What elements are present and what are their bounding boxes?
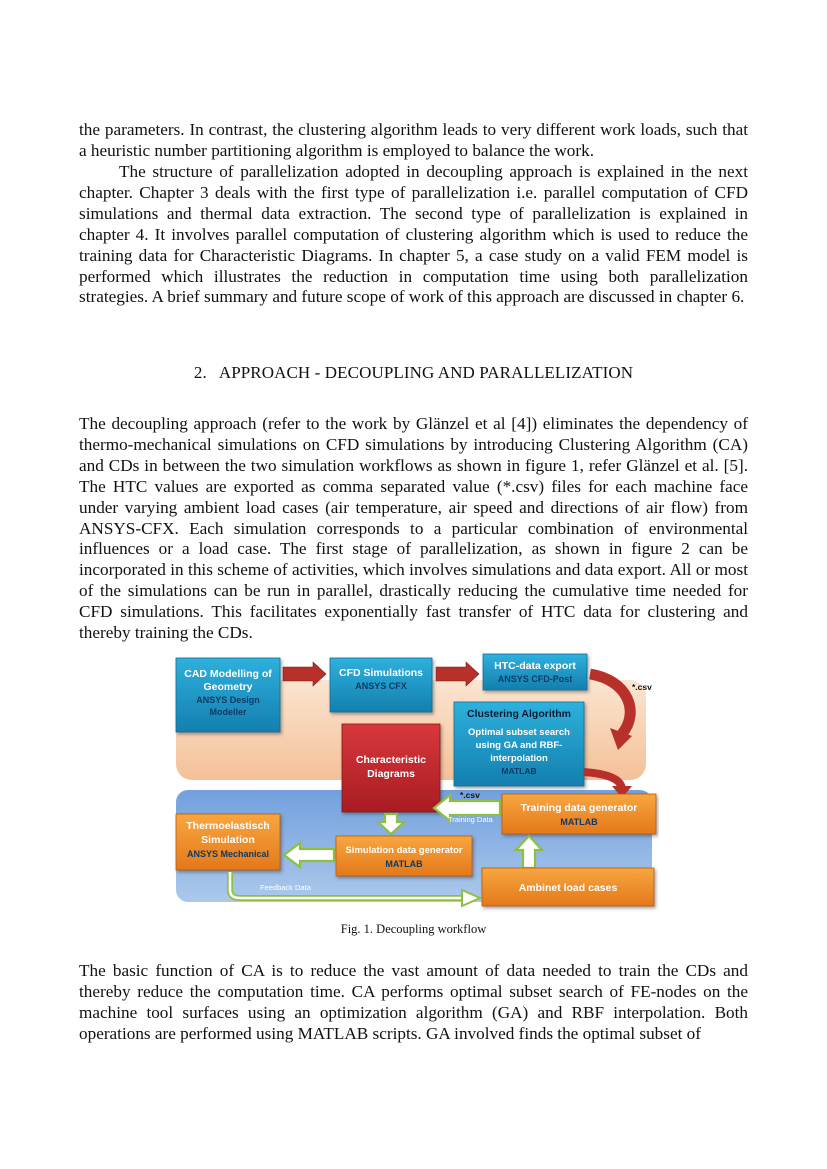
svg-text:Ambinet load cases: Ambinet load cases [518, 882, 618, 894]
svg-text:ANSYS Design: ANSYS Design [196, 695, 260, 705]
section-number: 2. [193, 363, 207, 382]
svg-text:ANSYS CFD-Post: ANSYS CFD-Post [497, 674, 573, 684]
ambient-load-cases-box [482, 868, 654, 906]
svg-text:ANSYS CFX: ANSYS CFX [355, 681, 407, 691]
svg-text:Modeller: Modeller [209, 707, 247, 717]
cfd-simulations-box [330, 658, 432, 712]
training-data-label: Training Data [448, 815, 493, 824]
csv-label-1: *.csv [632, 682, 652, 692]
paragraph-decoupling-approach: The decoupling approach (refer to the work by Glänzel et al [4]) eliminates the dependency of thermo-mechanical simulations on CFD simulations by introducing Clustering Algorithm (CA) and CDs in between the two simulation workflows as shown in figure 1, refer Glänzel et al. [5]. The HTC values are exported as comma separated value (*.csv) files for each machine face under varying ambient load cases (air temperature, air speed and directions of air flow) from ANSYS-CFX. Each simulation corresponds to a particular combination of environmental influences or a load case. The first stage of parallelization, as shown in figure 2 can be incorporated in this scheme of activities, which involves simulations and data export. All or most of the simulations can be run in parallel, drastically reducing the cumulative time needed for CFD simulations. This facilitates exponentially fast transfer of HTC data for clustering and thereby training the CDs. [79, 414, 748, 643]
section-title: APPROACH - DECOUPLING AND PARALLELIZATION [218, 363, 634, 382]
svg-text:interpolation: interpolation [490, 753, 548, 764]
simulation-data-generator-box [336, 836, 472, 876]
clustering-algorithm-box [454, 702, 584, 786]
svg-text:Geometry: Geometry [203, 681, 253, 693]
svg-text:Optimal subset search: Optimal subset search [468, 727, 570, 738]
svg-text:MATLAB: MATLAB [501, 766, 537, 776]
section-heading [0, 363, 827, 383]
svg-text:Diagrams: Diagrams [367, 768, 415, 780]
svg-text:CAD Modelling of: CAD Modelling of [184, 668, 272, 680]
decoupling-workflow-figure [170, 650, 659, 912]
svg-text:using GA and RBF-: using GA and RBF- [475, 740, 563, 751]
svg-text:ANSYS Mechanical: ANSYS Mechanical [186, 849, 270, 859]
feedback-data-label: Feedback Data [260, 883, 311, 892]
svg-text:Simulation: Simulation [201, 834, 255, 846]
figure-caption: Fig. 1. Decoupling workflow [340, 922, 487, 936]
csv-label-2: *.csv [460, 790, 480, 800]
paragraph-structure: The structure of parallelization adopted in decoupling approach is explained in the next chapter. Chapter 3 deals with the first type of parallelization i.e. parallel computation of CFD simulations and thermal data extraction. The second type of parallelization is explained in chapter 4. It involves parallel computation of clustering algorithm which is used to reduce the training data for Characteristic Diagrams. In chapter 5, a case study on a valid FEM model is performed which illustrates the reduction in computation time using both parallelization strategies. A brief summary and future scope of work of this approach are discussed in chapter 6. [79, 162, 748, 307]
svg-text:HTC-data export: HTC-data export [494, 660, 576, 672]
paragraph-intro-end: the parameters. In contrast, the clustering algorithm leads to very different work loads, such that a heuristic number partitioning algorithm is employed to balance the work. [79, 120, 748, 160]
paragraph-ca-function: The basic function of CA is to reduce the vast amount of data needed to train the CDs and thereby reduce the computation time. CA performs optimal subset search of FE-nodes on the machine tool surfaces using an optimization algorithm (GA) and RBF interpolation. Both operations are performed using MATLAB scripts. GA involved finds the optimal subset of [79, 961, 748, 1043]
training-data-generator-box [502, 794, 656, 834]
characteristic-diagrams-box [342, 724, 440, 812]
svg-text:Clustering Algorithm: Clustering Algorithm [466, 708, 572, 720]
svg-text:Thermoelastisch: Thermoelastisch [186, 820, 270, 832]
cad-modelling-box [176, 658, 280, 732]
svg-text:Training data generator: Training data generator [520, 802, 638, 814]
htc-export-box [483, 654, 587, 690]
svg-text:Characteristic: Characteristic [355, 754, 427, 766]
svg-text:CFD Simulations: CFD Simulations [338, 667, 424, 679]
svg-text:MATLAB: MATLAB [560, 817, 598, 827]
svg-text:Simulation data generator: Simulation data generator [345, 845, 463, 856]
svg-text:MATLAB: MATLAB [385, 859, 423, 869]
thermoelastic-simulation-box [176, 814, 280, 870]
